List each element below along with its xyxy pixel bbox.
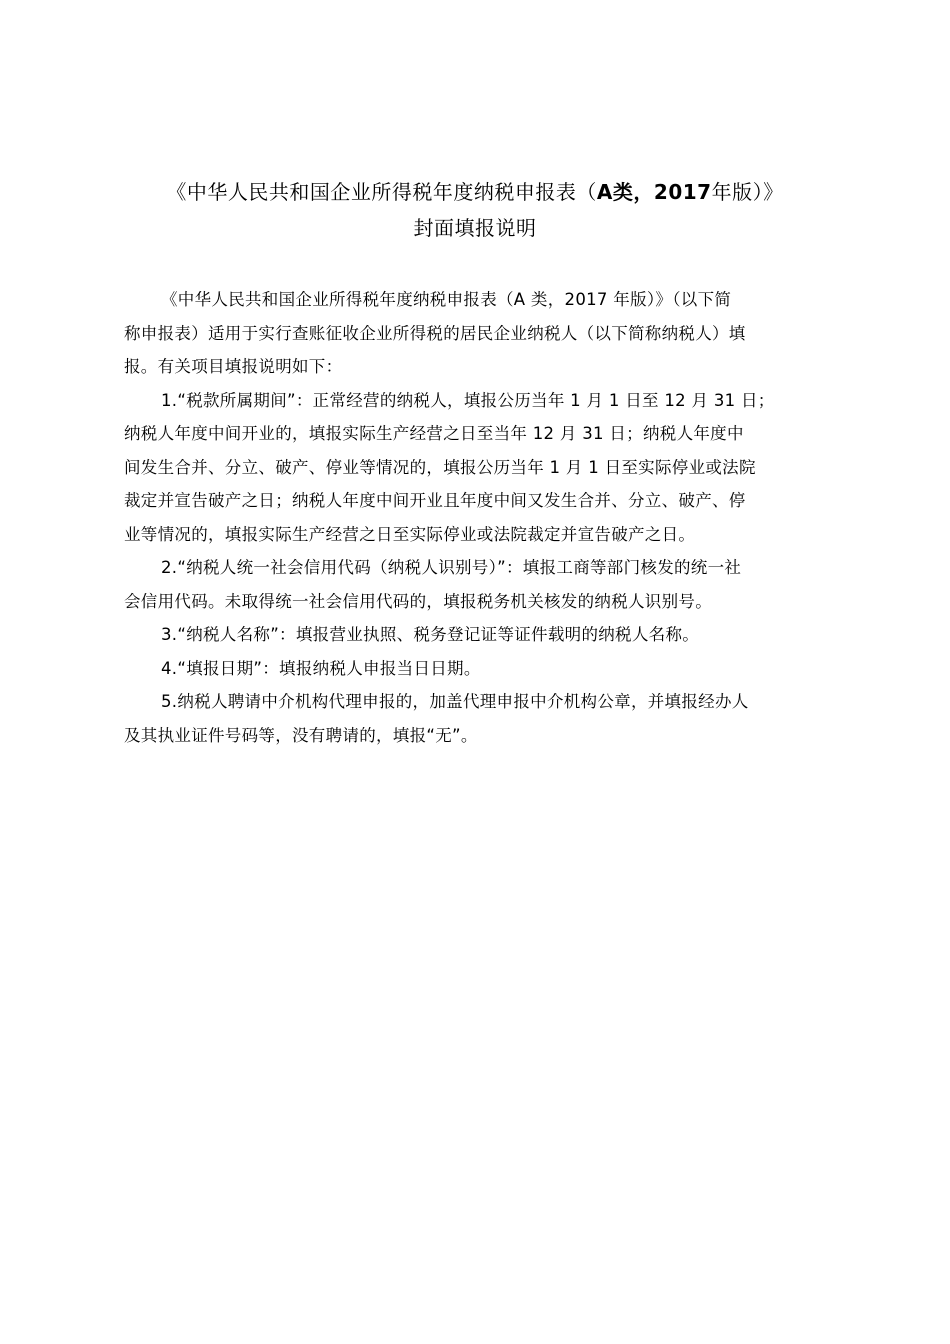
item-5-paragraph [124,685,840,752]
item-1-line: 1.“税款所属期间”：正常经营的纳税人，填报公历当年 1 月 1 日至 12 月 31 日； [161,390,775,410]
item-4-paragraph [124,652,840,686]
item-1-paragraph [124,384,840,552]
intro-paragraph [124,283,840,384]
item-2-line: 会信用代码。未取得统一社会信用代码的，填报税务机关核发的纳税人识别号。 [124,591,712,611]
item-1-line: 裁定并宣告破产之日；纳税人年度中间开业且年度中间又发生合并、分立、破产、停 [124,491,746,510]
item-1-line: 间发生合并、分立、破产、停业等情况的，填报公历当年 1 月 1 日至实际停业或法院 [124,457,756,477]
item-4-line: 4.“填报日期”：填报纳税人申报当日日期。 [161,658,481,678]
item-3-line: 3.“纳税人名称”：填报营业执照、税务登记证等证件载明的纳税人名称。 [161,625,700,644]
item-5-line: 及其执业证件号码等，没有聘请的，填报“无”。 [124,725,478,745]
item-1-line: 业等情况的，填报实际生产经营之日至实际停业或法院裁定并宣告破产之日。 [124,524,696,544]
document-body [124,283,840,752]
title-line-2: 封面填报说明 [413,216,537,240]
item-1-line: 纳税人年度中间开业的，填报实际生产经营之日至当年 12 月 31 日；纳税人年度中 [124,424,744,443]
item-3-paragraph [124,618,840,652]
item-5-line: 5.纳税人聘请中介机构代理申报的，加盖代理申报中介机构公章，并填报经办人 [161,692,749,711]
title-line-1: 《中华人民共和国企业所得税年度纳税申报表（A类，2017年版）》 [166,180,784,204]
intro-line: 称申报表）适用于实行查账征收企业所得税的居民企业纳税人（以下简称纳税人）填 [124,323,746,343]
intro-line: 《中华人民共和国企业所得税年度纳税申报表（A 类，2017 年版）》（以下简 [161,290,732,309]
item-2-line: 2.“纳税人统一社会信用代码（纳税人识别号）”：填报工商等部门核发的统一社 [161,558,742,577]
item-2-paragraph [124,551,840,618]
document-title [0,174,950,246]
intro-line: 报。有关项目填报说明如下： [124,357,343,376]
